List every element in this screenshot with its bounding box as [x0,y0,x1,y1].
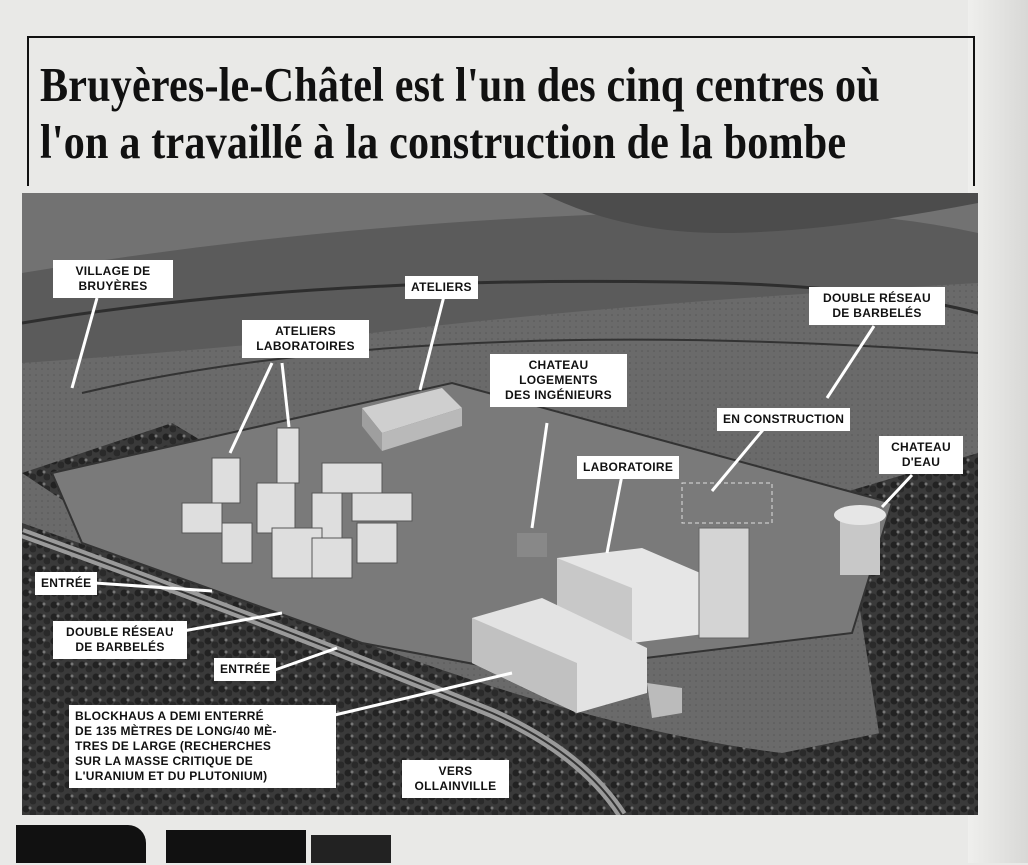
aerial-photo [22,193,978,815]
label-entree-left: ENTRÉE [35,572,97,595]
label-en-construction: EN CONSTRUCTION [717,408,850,431]
label-double-reseau-left: DOUBLE RÉSEAU DE BARBELÉS [53,621,187,659]
label-ateliers: ATELIERS [405,276,478,299]
label-double-reseau-top: DOUBLE RÉSEAU DE BARBELÉS [809,287,945,325]
headline-line-1: Bruyères-le-Châtel est l'un des cinq centres où [40,57,880,112]
label-chateau-eau: CHATEAU D'EAU [879,436,963,474]
heading-fragment-2 [166,830,306,863]
label-entree-mid: ENTRÉE [214,658,276,681]
label-blockhaus: BLOCKHAUS A DEMI ENTERRÉ DE 135 MÈTRES DE LONG/40 MÈ- TRES DE LARGE (RECHERCHES SUR LA MASSE CRITIQUE DE L'URANIUM ET DU PLUTONIUM) [69,705,336,788]
heading-fragment-3 [311,835,391,863]
heading-fragment-1 [16,825,146,863]
headline-line-2: l'on a travaillé à la construction de la bombe [40,114,847,169]
label-vers-ollainville: VERS OLLAINVILLE [402,760,509,798]
label-ateliers-laboratoires: ATELIERS LABORATOIRES [242,320,369,358]
next-article-heading-fragment [16,825,396,865]
label-village: VILLAGE DE BRUYÈRES [53,260,173,298]
label-chateau-logements: CHATEAU LOGEMENTS DES INGÉNIEURS [490,354,627,407]
label-laboratoire: LABORATOIRE [577,456,679,479]
headline [40,56,880,170]
